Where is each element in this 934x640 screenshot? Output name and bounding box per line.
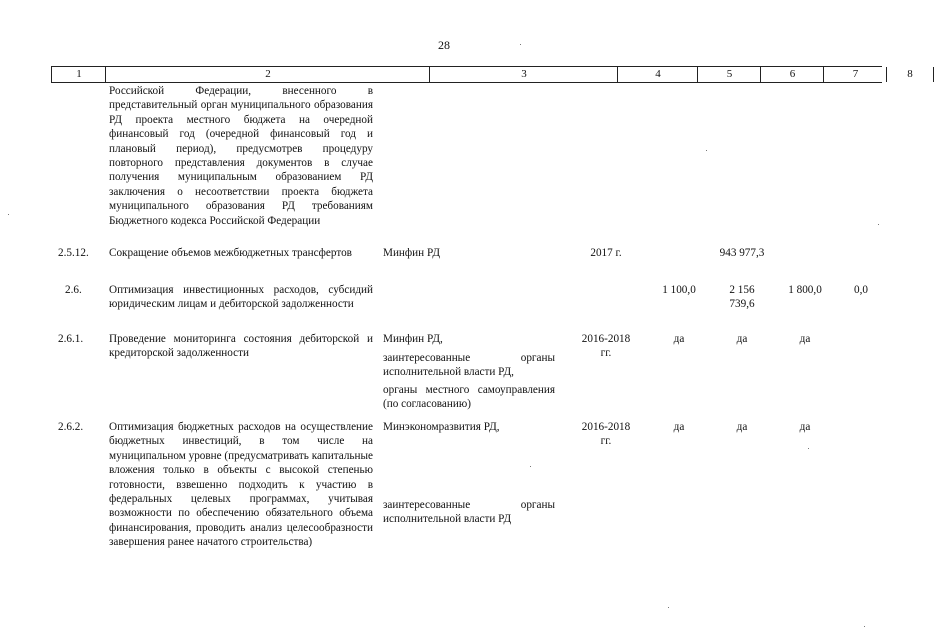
scan-speck bbox=[520, 44, 521, 45]
row-executor-3: органы местного самоуправления (по согласованию) bbox=[383, 384, 555, 411]
column-header: 7 bbox=[823, 67, 887, 82]
column-header: 6 bbox=[760, 67, 824, 82]
column-header: 1 bbox=[51, 67, 106, 82]
scan-speck bbox=[878, 224, 879, 225]
page-number: 28 bbox=[438, 38, 450, 52]
row-value-7: да bbox=[799, 421, 811, 433]
row-value-6: 2 156 739,6 bbox=[729, 284, 755, 311]
row-number: 2.5.12. bbox=[58, 247, 89, 259]
row-term: 2016-2018 гг. bbox=[581, 333, 631, 360]
scan-speck bbox=[530, 466, 531, 467]
row-executor: Минфин РД, bbox=[383, 333, 443, 345]
row-description: Сокращение объемов межбюджетных трансфертов bbox=[109, 247, 352, 259]
row-description: Проведение мониторинга состояния дебиторской и кредиторской задолженности bbox=[109, 333, 373, 360]
row-executor-2: заинтересованные органы исполнительной власти РД, bbox=[383, 352, 555, 379]
row-executor-2: заинтересованные органы исполнительной власти РД bbox=[383, 499, 555, 526]
column-header: 4 bbox=[617, 67, 698, 82]
row-term: 2017 г. bbox=[590, 247, 622, 259]
row-value-5: да bbox=[673, 333, 685, 345]
row-description: Оптимизация инвестиционных расходов, субсидий юридическим лицам и дебиторской задолженности bbox=[109, 284, 373, 311]
column-header: 5 bbox=[697, 67, 761, 82]
row-value-6: да bbox=[736, 421, 748, 433]
column-header: 8 bbox=[886, 67, 934, 82]
row-value-6: 943 977,3 bbox=[719, 247, 765, 259]
scan-speck bbox=[808, 448, 809, 449]
row-value-7: да bbox=[799, 333, 811, 345]
row-term: 2016-2018 гг. bbox=[581, 421, 631, 448]
row-value-5: 1 100,0 bbox=[662, 284, 696, 296]
row-number: 2.6.1. bbox=[58, 333, 84, 345]
row-value-5: да bbox=[673, 421, 685, 433]
table-header bbox=[51, 66, 913, 83]
scan-speck bbox=[706, 150, 707, 151]
row-number: 2.6.2. bbox=[58, 421, 84, 433]
continuation-text: Российской Федерации, внесенного в представительный орган муниципального образования РД проекта местного бюджета на очередной финансовый год (очередной финансовый год и плановый период), предусмотрев процедуру повторного представления документов в случае получения муниципальным образованием РД заключения о несоответствии проекта бюджета муниципального образования РД требованиям Бюджетного кодекса Российской Федерации bbox=[109, 85, 373, 227]
row-executor: Минэкономразвития РД, bbox=[383, 421, 500, 433]
column-header: 2 bbox=[105, 67, 430, 82]
row-executor: Минфин РД bbox=[383, 247, 440, 259]
scan-speck bbox=[668, 607, 669, 608]
column-header: 3 bbox=[429, 67, 618, 82]
scan-speck bbox=[8, 214, 9, 215]
row-description: Оптимизация бюджетных расходов на осуществление бюджетных инвестиций, в том числе на муниципальном уровне (предусматривать капитальные вложения только в объекты с высокой степенью готовности, взвешенно подходить к участию в федеральных целевых программах, учитывая возможности по обеспечению обязательного объема финансирования, проводить анализ целесообразности завершения ранее начатого строительства) bbox=[109, 421, 373, 549]
row-value-7: 1 800,0 bbox=[788, 284, 822, 296]
row-number: 2.6. bbox=[65, 284, 82, 296]
row-value-6: да bbox=[736, 333, 748, 345]
scan-speck bbox=[864, 626, 865, 627]
row-value-8: 0,0 bbox=[854, 284, 868, 296]
